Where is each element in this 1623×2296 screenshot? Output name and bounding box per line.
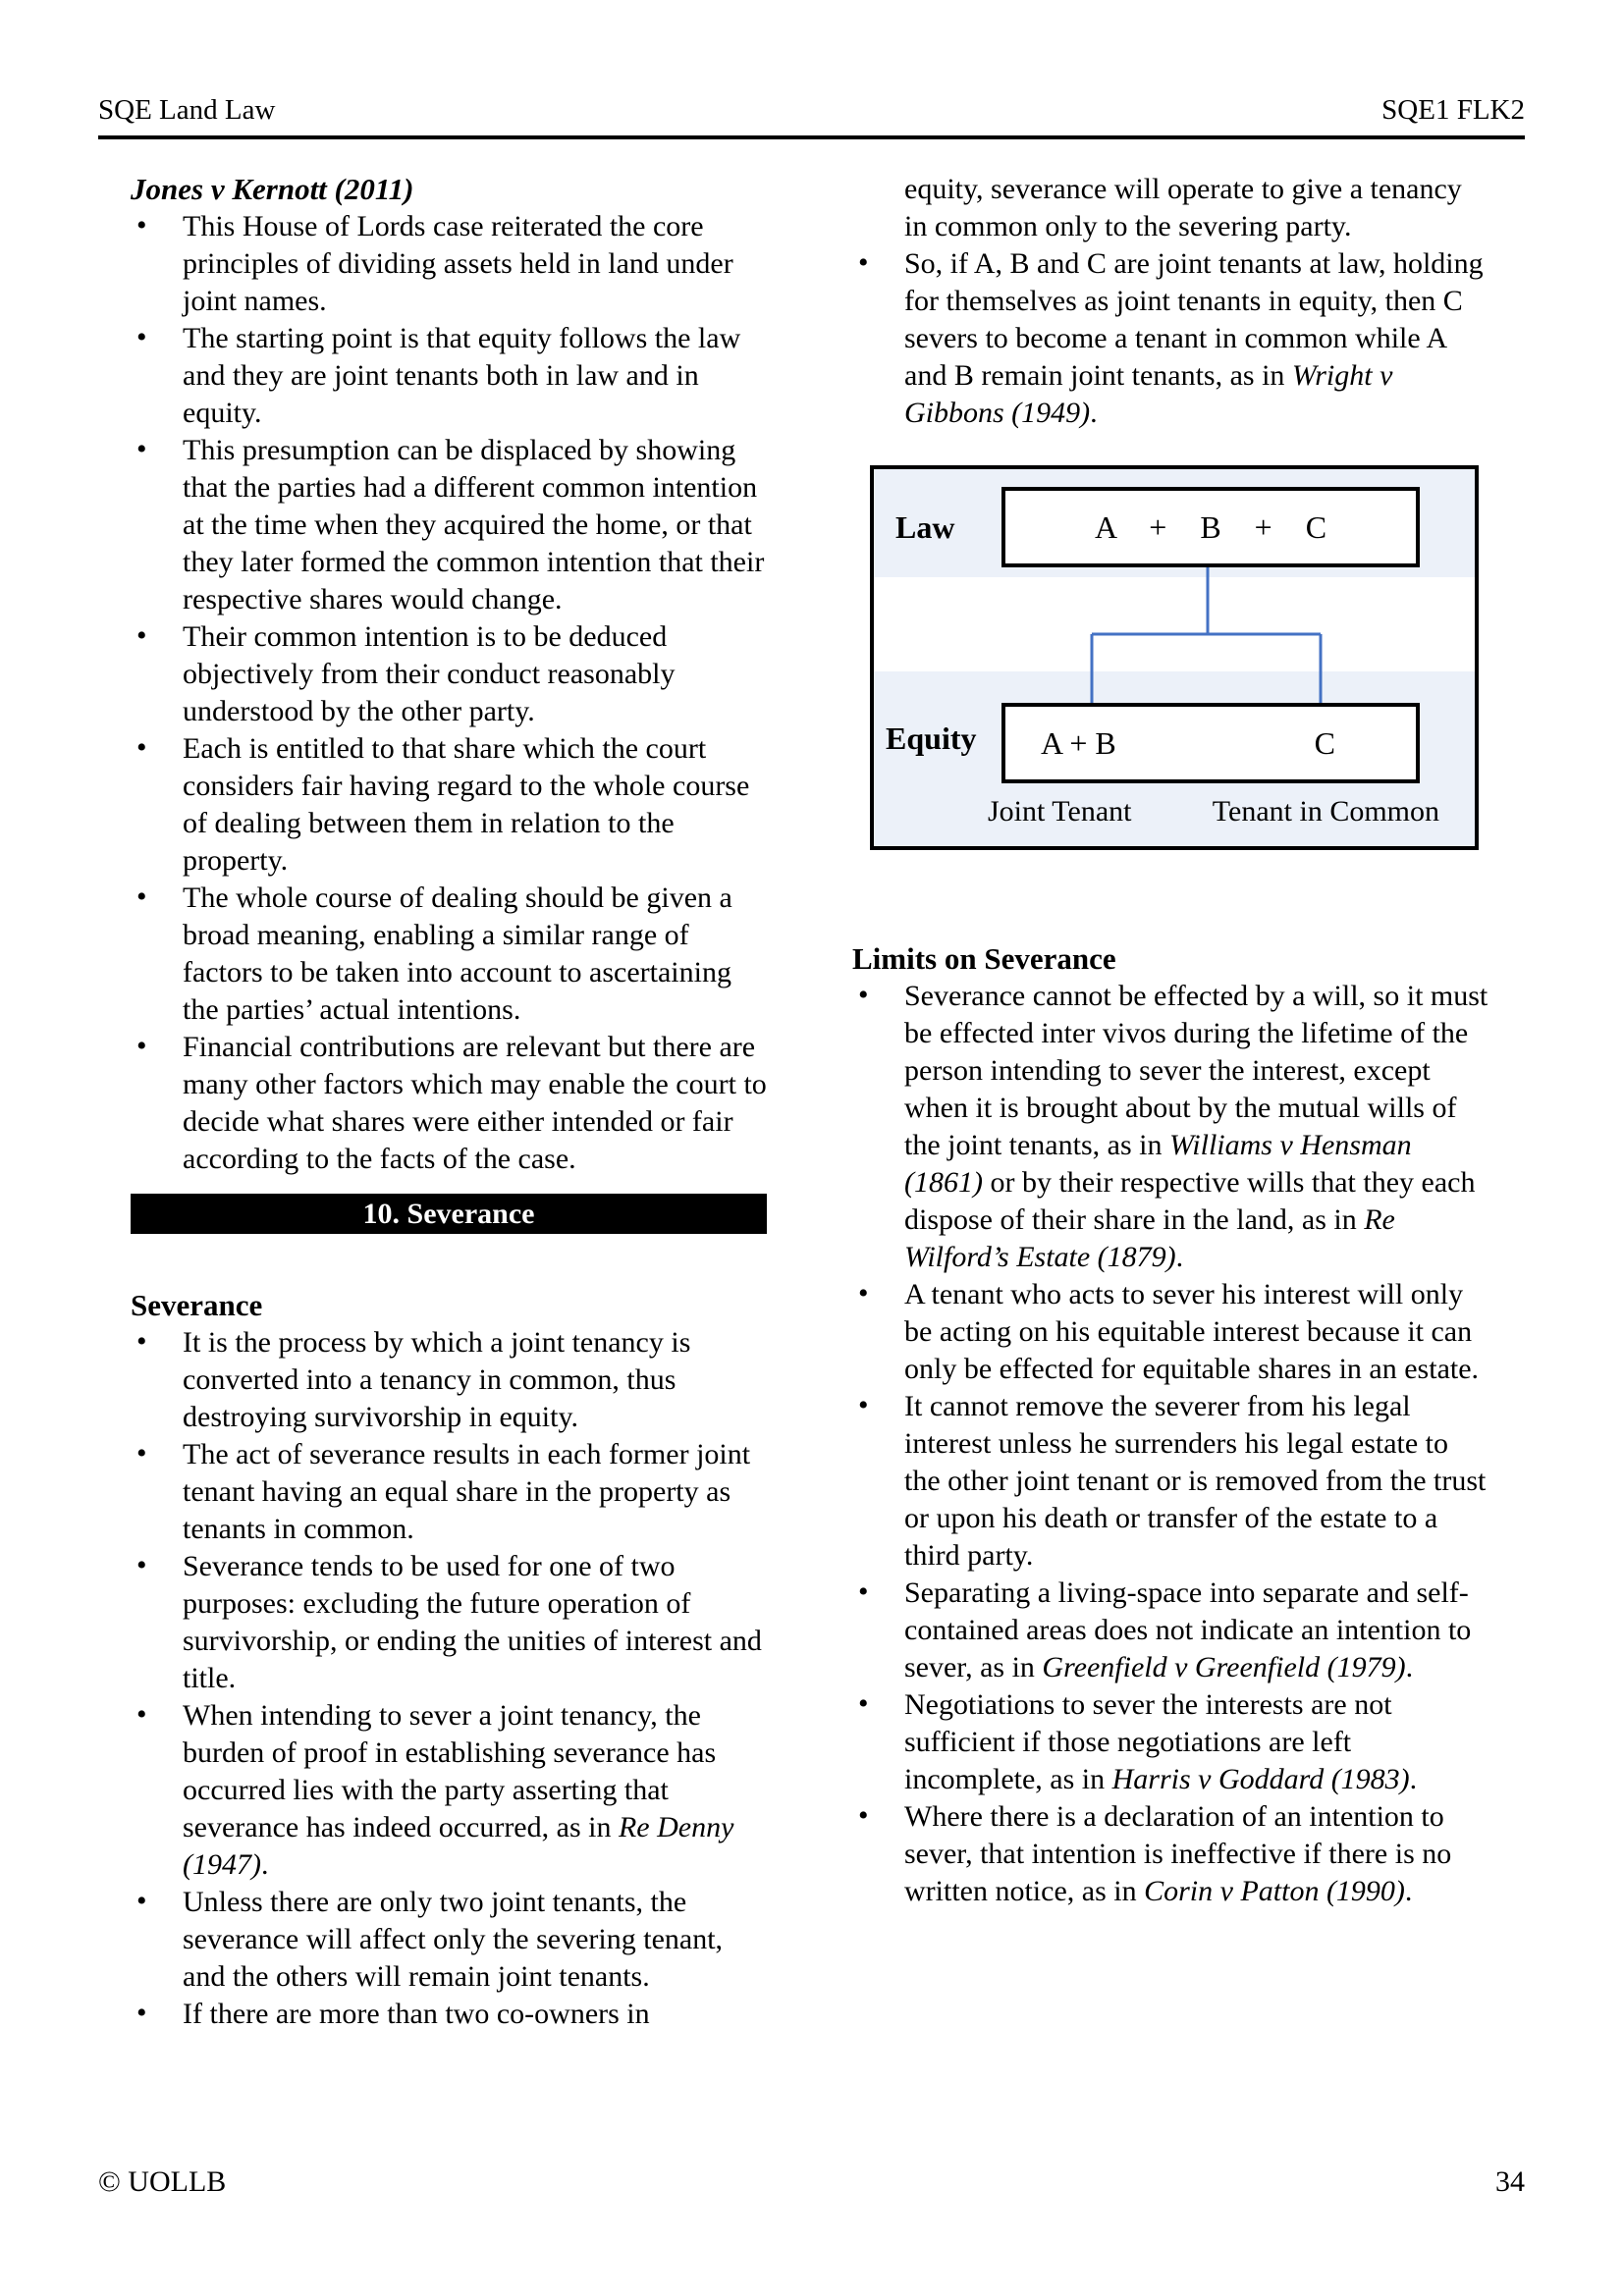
list-item — [131, 208, 767, 320]
list-item — [131, 320, 767, 432]
example-points-list — [852, 245, 1488, 432]
severance-heading: Severance — [131, 1288, 263, 1322]
bullet-marker: • — [136, 321, 147, 353]
bullet-marker: • — [136, 1437, 147, 1469]
list-item-text: Unless there are only two joint tenants, the severance will affect only the severing tenant, and the others will remain joint tenants. — [183, 1886, 724, 1993]
bullet-marker: • — [136, 1549, 147, 1581]
list-item-text: The starting point is that equity follows the law and they are joint tenants both in law and in equity. — [183, 322, 741, 429]
diagram-equity-joint-value: A + B — [1041, 725, 1116, 761]
bullet-marker: • — [858, 1799, 869, 1832]
list-item-text: It is the process by which a joint tenancy is converted into a tenancy in common, thus destroying survivorship in equity. — [183, 1326, 691, 1433]
list-item — [131, 1697, 767, 1884]
list-item — [852, 1798, 1488, 1910]
list-item-text: Negotiations to sever the interests are not sufficient if those negotiations are left incomplete, as in Harris v Goddard (1983). — [904, 1688, 1418, 1795]
right-column — [852, 171, 1488, 1910]
severance-points-list — [131, 1324, 767, 2033]
list-item-text: The act of severance results in each former joint tenant having an equal share in the property as tenants in common. — [183, 1438, 751, 1545]
list-item-text: Severance cannot be effected by a will, so it must be effected inter vivos during the lifetime of the person intending to sever the interest, except when it is brought about by the mutual wills of the joint tenants, as in Williams v Hensman (1861) or by their respective wills that they each dispose of their share in the land, as in Re Wilford’s Estate (1879). — [904, 980, 1488, 1273]
diagram-caption-tenant-in-common: Tenant in Common — [1212, 795, 1439, 828]
diagram-law-members: A + B + C — [1094, 509, 1327, 545]
list-item-text: If there are more than two co-owners in — [183, 1998, 650, 2030]
list-item — [131, 1996, 767, 2033]
bullet-marker: • — [858, 1687, 869, 1720]
list-item-text: Financial contributions are relevant but there are many other factors which may enable the court to decide what shares were either intended or fair according to the facts of the case. — [183, 1031, 767, 1175]
list-item-text: A tenant who acts to sever his interest will only be acting on his equitable interest because it can only be effected for equitable shares in an estate. — [904, 1278, 1480, 1385]
list-item-text: Each is entitled to that share which the court considers fair having regard to the whole course of dealing between them in relation to the property. — [183, 732, 750, 877]
list-item — [131, 1884, 767, 1996]
header-doc-title: SQE Land Law — [98, 94, 276, 126]
list-item — [852, 245, 1488, 432]
list-item-text: This presumption can be displaced by showing that the parties had a different common intention at the time when they acquired the home, or that they later formed the common intention that their respective shares would change. — [183, 434, 765, 615]
list-item-text: Severance tends to be used for one of two purposes: excluding the future operation of survivorship, or ending the unities of interest and title. — [183, 1550, 762, 1694]
list-item — [852, 1686, 1488, 1798]
continuation-paragraph: equity, severance will operate to give a tenancy in common only to the severing party. — [904, 173, 1462, 242]
bullet-marker: • — [136, 433, 147, 465]
diagram-equity-severed-value: C — [1314, 725, 1335, 761]
left-column — [131, 171, 767, 2033]
diagram-law-box — [1001, 487, 1420, 567]
diagram-equity-box — [1001, 703, 1420, 783]
severance-diagram — [870, 465, 1479, 850]
diagram-caption-joint-tenant: Joint Tenant — [988, 795, 1132, 828]
section-banner: 10. Severance — [131, 1194, 767, 1234]
list-item — [131, 730, 767, 880]
list-item — [852, 1388, 1488, 1575]
bullet-marker: • — [858, 1575, 869, 1608]
limits-heading: Limits on Severance — [852, 941, 1116, 976]
bullet-marker: • — [136, 1698, 147, 1731]
list-item — [852, 1575, 1488, 1686]
list-item — [131, 618, 767, 730]
list-item-text: Where there is a declaration of an intention to sever, that intention is ineffective if there is no written notice, as in Corin v Patton (1990). — [904, 1800, 1452, 1907]
bullet-marker: • — [858, 979, 869, 1011]
list-item — [131, 1548, 767, 1697]
limits-points-list — [852, 978, 1488, 1910]
bullet-marker: • — [858, 1389, 869, 1421]
list-item-text: When intending to sever a joint tenancy, the burden of proof in establishing severance has occurred lies with the party asserting that severance has indeed occurred, as in Re Denny (1947). — [183, 1699, 734, 1881]
bullet-marker: • — [136, 1997, 147, 2029]
bullet-marker: • — [136, 1885, 147, 1917]
list-item-text: This House of Lords case reiterated the core principles of dividing assets held in land under joint names. — [183, 210, 733, 317]
page-number: 34 — [1495, 2165, 1525, 2198]
bullet-marker: • — [858, 246, 869, 279]
case-heading: Jones v Kernott (2011) — [131, 172, 414, 206]
list-item — [131, 1029, 767, 1178]
bullet-marker: • — [858, 1277, 869, 1309]
header-rule — [98, 135, 1525, 139]
bullet-marker: • — [136, 731, 147, 764]
diagram-law-label: Law — [895, 509, 955, 545]
bullet-marker: • — [136, 881, 147, 913]
list-item — [852, 1276, 1488, 1388]
bullet-marker: • — [136, 209, 147, 241]
footer-copyright: © UOLLB — [98, 2165, 227, 2198]
list-item — [131, 432, 767, 618]
bullet-marker: • — [136, 1325, 147, 1358]
list-item-text: Separating a living-space into separate and self-contained areas does not indicate an intention to sever, as in Greenfield v Greenfield (1979). — [904, 1576, 1472, 1683]
diagram-equity-label: Equity — [886, 721, 977, 756]
case-points-list — [131, 208, 767, 1178]
list-item — [131, 1324, 767, 1436]
list-item — [852, 978, 1488, 1276]
list-item-text: So, if A, B and C are joint tenants at law, holding for themselves as joint tenants in equity, then C severs to become a tenant in common while A and B remain joint tenants, as in Wright v Gibbons (1949). — [904, 247, 1484, 429]
bullet-marker: • — [136, 619, 147, 652]
header-module-label: SQE1 FLK2 — [1381, 94, 1525, 126]
list-item — [131, 1436, 767, 1548]
list-item-text: Their common intention is to be deduced objectively from their conduct reasonably understood by the other party. — [183, 620, 676, 727]
list-item-text: It cannot remove the severer from his legal interest unless he surrenders his legal estate to the other joint tenant or is removed from the trust or upon his death or transfer of the estate to a third party. — [904, 1390, 1487, 1572]
list-item — [131, 880, 767, 1029]
list-item-text: The whole course of dealing should be given a broad meaning, enabling a similar range of factors to be taken into account to ascertaining the parties’ actual intentions. — [183, 881, 732, 1026]
diagram-captions — [988, 793, 1439, 830]
bullet-marker: • — [136, 1030, 147, 1062]
